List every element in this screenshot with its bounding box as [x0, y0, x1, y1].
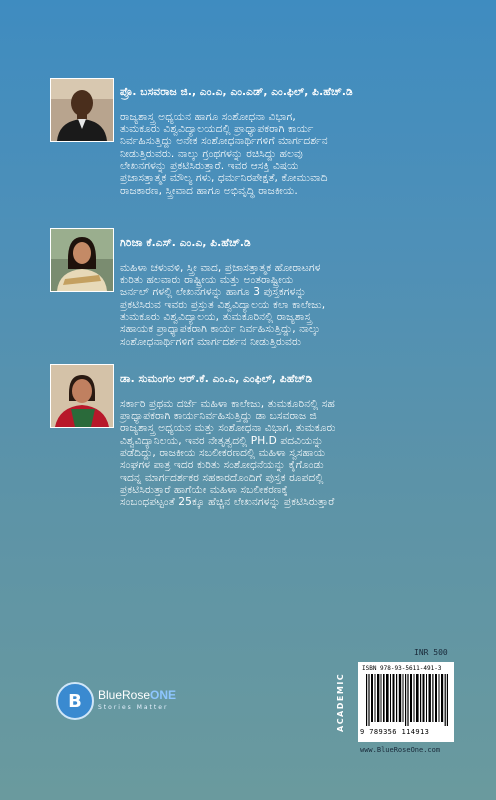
isbn-digits: 9 789356 114913 — [360, 728, 430, 736]
publisher-name-part1: BlueRose — [98, 688, 151, 702]
publisher-website: www.BlueRoseOne.com — [360, 746, 441, 754]
author-name-2: ಗಿರಿಜಾ ಕೆ.ಎಸ್. ಎಂ.ಎ, ಪಿ.ಹೆಚ್.ಡಿ — [120, 237, 251, 250]
author-photo-3 — [50, 364, 114, 428]
category-label: ACADEMIC — [336, 672, 345, 732]
author-bio-text-2: ಮಹಿಳಾ ಚಳುವಳಿ, ಸ್ತ್ರೀ ವಾದ, ಪ್ರಜಾಸತ್ತಾತ್ಮಕ ಹೋರಾಟಗಳ ಕುರಿತು ಹಲವಾರು ರಾಷ್ಟ್ರೀಯ ಮತ್ತು ಅಂತರಾಷ್ಟ್ರೀಯ ಜರ್ನಲ್ ಗಳಲ್ಲಿ ಲೇಖನಗಳನ್ನು ಹಾಗೂ 3 ಪುಸ್ತಕಗಳನ್ನು ಪ್ರಕಟಿಸಿರುವ ಇವರು ಪ್ರಸ್ತುತ ವಿಶ್ವವಿದ್ಯಾಲಯ ಕಲಾ ಕಾಲೇಜು, ತುಮಕೂರು ವಿಶ್ವವಿದ್ಯಾಲಯ, ತುಮಕೂರಿನಲ್ಲಿ ರಾಜ್ಯಶಾಸ್ತ್ರ ಸಹಾಯಕ ಪ್ರಾಧ್ಯಾಪಕರಾಗಿ ಕಾರ್ಯ ನಿರ್ವಹಿಸುತ್ತಿದ್ದು, ನಾಲ್ಕು ಸಂಶೋಧನಾರ್ಥಿಗಳಿಗೆ ಮಾರ್ಗದರ್ಶನ ನೀಡುತ್ತಿರುವರು — [120, 261, 326, 348]
isbn-barcode — [358, 662, 454, 742]
author-name-3: ಡಾ. ಸುಮಂಗಲ ಆರ್.ಕೆ. ಎಂ.ಎ, ಎಂಫಿಲ್, ಪಿಹೆಚ್‌ಡಿ — [120, 373, 313, 386]
author-bio-text-3: ಸರ್ಕಾರಿ ಪ್ರಥಮ ದರ್ಜೆ ಮಹಿಳಾ ಕಾಲೇಜು, ತುಮಕೂರಿನಲ್ಲಿ ಸಹ ಪ್ರಾಧ್ಯಾಪಕರಾಗಿ ಕಾರ್ಯನಿರ್ವಹಿಸುತ್ತಿದ್ದು ಡಾ ಬಸವರಾಜ ಜಿ ರಾಜ್ಯಶಾಸ್ತ್ರ ಅಧ್ಯಯನ ಮತ್ತು ಸಂಶೋಧನಾ ವಿಭಾಗ, ತುಮಕೂರು ವಿಶ್ವವಿದ್ಯಾನಿಲಯ, ಇವರ ನೇತೃತ್ವದಲ್ಲಿ PH.D ಪದವಿಯನ್ನು ಪಡೆದಿದ್ದು, ರಾಜಕೀಯ ಸಬಲೀಕರಣದಲ್ಲಿ ಮಹಿಳಾ ಸ್ವಸಹಾಯ ಸಂಘಗಳ ಪಾತ್ರ ಇದರ ಕುರಿತು ಸಂಶೋಧನೆಯನ್ನು ಕೈಗೊಂಡು ಇದನ್ನ ಮಾರ್ಗದರ್ಶಕರ ಸಹಕಾರದೊಂದಿಗೆ ಪುಸ್ತಕ ರೂಪದಲ್ಲಿ ಪ್ರಕಟಿಸಿರುತ್ತಾರೆ ಹಾಗೆಯೇ ಮಹಿಳಾ ಸಬಲೀಕರಣಕ್ಕೆ ಸಂಬಂಧಪಟ್ಟಂತೆ 25ಕ್ಕೂ ಹೆಚ್ಚಿನ ಲೇಖನಗಳನ್ನು ಪ್ರಕಟಿಸಿರುತ್ತಾರೆ — [120, 397, 336, 509]
price-label: INR 500 — [414, 648, 448, 657]
author-name-1: ಪ್ರೊ. ಬಸವರಾಜ ಜಿ., ಎಂ.ಎ, ಎಂ.ಎಡ್, ಎಂ.ಫಿಲ್, ಪಿ.ಹೆಚ್.ಡಿ — [120, 86, 353, 99]
isbn-label: ISBN 978-93-5611-491-3 — [362, 665, 442, 672]
publisher-name-part2: ONE — [150, 688, 177, 702]
author-bio-1 — [120, 74, 450, 197]
publisher-logo — [56, 682, 206, 722]
author-bio-3 — [120, 361, 450, 509]
author-bio-2 — [120, 225, 450, 348]
publisher-name — [98, 688, 176, 702]
author-photo-2 — [50, 228, 114, 292]
barcode-bars — [366, 674, 448, 726]
publisher-logo-icon: B — [56, 682, 94, 720]
author-photo-1 — [50, 78, 114, 142]
publisher-tagline: Stories Matter — [98, 704, 169, 711]
author-bio-text-1: ರಾಜ್ಯಶಾಸ್ತ್ರ ಅಧ್ಯಯನ ಹಾಗೂ ಸಂಶೋಧನಾ ವಿಭಾಗ, ತುಮಕೂರು ವಿಶ್ವವಿದ್ಯಾಲಯದಲ್ಲಿ ಪ್ರಾಧ್ಯಾಪಕರಾಗಿ ಕಾರ್ಯ ನಿರ್ವಹಿಸುತ್ತಿದ್ದು ಅನೇಕ ಸಂಶೋಧನಾರ್ಥಿಗಳಿಗೆ ಮಾರ್ಗದರ್ಶನ ನೀಡುತ್ತಿರುವರು. ನಾಲ್ಕು ಗ್ರಂಥಗಳನ್ನು ರಚಿಸಿದ್ದು ಹಲವು ಲೇಖನಗಳನ್ನು ಪ್ರಕಟಿಸಿರುತ್ತಾರೆ. ಇವರ ಆಸಕ್ತಿ ವಿಷಯ ಪ್ರಜಾಸತ್ತಾತ್ಮಕ ಮೌಲ್ಯ ಗಳು, ಧರ್ಮನಿರಪೇಕ್ಷತೆ, ಕೋಮುವಾದಿ ರಾಜಕಾರಣ, ಸ್ತ್ರೀವಾದ ಹಾಗೂ ಅಭಿವೃದ್ಧಿ ರಾಜಕೀಯ. — [120, 110, 328, 197]
